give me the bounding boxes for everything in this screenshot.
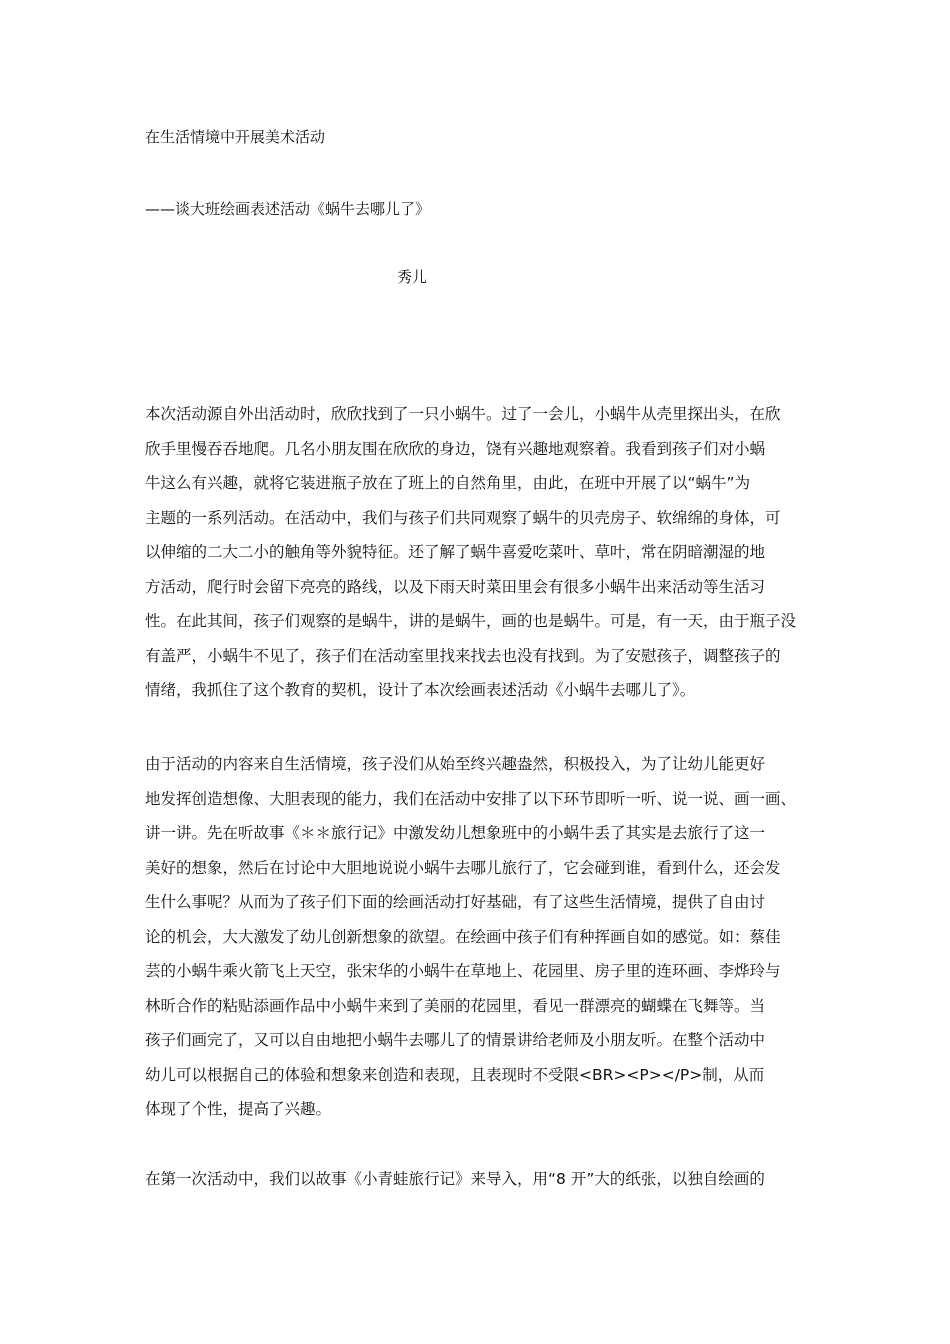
paragraph-line: 体现了个性，提高了兴趣。 (145, 1100, 332, 1118)
paragraph-line: 有盖严，小蜗牛不见了，孩子们在活动室里找来找去也没有找到。为了安慰孩子，调整孩子的 (145, 646, 781, 665)
paragraph-3 (145, 1162, 815, 1197)
paragraph-line: 林昕合作的粘贴添画作品中小蜗牛来到了美丽的花园里，看见一群漂亮的蝴蝶在飞舞等。当 (145, 996, 766, 1015)
document-author: 秀儿 (397, 268, 428, 286)
paragraph-line: 方活动，爬行时会留下亮亮的路线，以及下雨天时菜田里会有很多小蜗牛出来活动等生活习 (145, 577, 766, 596)
paragraph-line: 讲一讲。先在听故事《＊＊旅行记》中激发幼儿想象班中的小蜗牛丢了其实是去旅行了这一 (145, 824, 766, 842)
paragraph-line: 生什么事呢？从而为了孩子们下面的绘画活动打好基础，有了这些生活情境，提供了自由讨 (145, 893, 766, 911)
paragraph-line: 牛这么有兴趣，就将它装进瓶子放在了班上的自然角里，由此，在班中开展了以“蜗牛”为 (145, 474, 751, 492)
paragraph-line: 地发挥创造想像、大胆表现的能力，我们在活动中安排了以下环节即听一听、说一说、画一画、 (145, 789, 797, 808)
document-title: 在生活情境中开展美术活动 (145, 128, 326, 146)
paragraph-2 (145, 747, 815, 1127)
paragraph-line: 在第一次活动中，我们以故事《小青蛙旅行记》来导入，用“8 开”大的纸张，以独自绘画的 (145, 1170, 765, 1188)
paragraph-line: 孩子们画完了，又可以自由地把小蜗牛去哪儿了的情景讲给老师及小朋友听。在整个活动中 (145, 1031, 766, 1049)
document-subtitle: ——谈大班绘画表述活动《蜗牛去哪儿了》 (145, 200, 431, 218)
paragraph-line: 以伸缩的二大二小的触角等外貌特征。还了解了蜗牛喜爱吃菜叶、草叶，常在阴暗潮湿的地 (145, 543, 766, 561)
paragraph-line: 幼儿可以根据自己的体验和想象来创造和表现，且表现时不受限<BR><P></P>制，从而 (145, 1065, 765, 1084)
paragraph-line: 性。在此其间，孩子们观察的是蜗牛，讲的是蜗牛，画的也是蜗牛。可是，有一天，由于瓶子没 (145, 612, 797, 630)
paragraph-line: 美好的想象，然后在讨论中大胆地说说小蜗牛去哪儿旅行了，它会碰到谁，看到什么，还会发 (145, 858, 781, 877)
paragraph-line: 由于活动的内容来自生活情境，孩子没们从始至终兴趣盎然，积极投入，为了让幼儿能更好 (145, 755, 766, 773)
paragraph-line: 主题的一系列活动。在活动中，我们与孩子们共同观察了蜗牛的贝壳房子、软绵绵的身体，可 (145, 508, 781, 527)
paragraph-line: 论的机会，大大激发了幼儿创新想象的欲望。在绘画中孩子们有种挥画自如的感觉。如：蔡佳 (145, 927, 781, 946)
paragraph-1 (145, 397, 815, 708)
paragraph-line: 本次活动源自外出活动时，欣欣找到了一只小蜗牛。过了一会儿，小蜗牛从壳里探出头，在欣 (145, 405, 781, 423)
paragraph-line: 欣手里慢吞吞地爬。几名小朋友围在欣欣的身边，饶有兴趣地观察着。我看到孩子们对小蜗 (145, 439, 766, 458)
paragraph-line: 芸的小蜗牛乘火箭飞上天空，张宋华的小蜗牛在草地上、花园里、房子里的连环画、李烨玲与 (145, 962, 781, 980)
paragraph-line: 情绪，我抓住了这个教育的契机，设计了本次绘画表述活动《小蜗牛去哪儿了》。 (145, 681, 696, 699)
